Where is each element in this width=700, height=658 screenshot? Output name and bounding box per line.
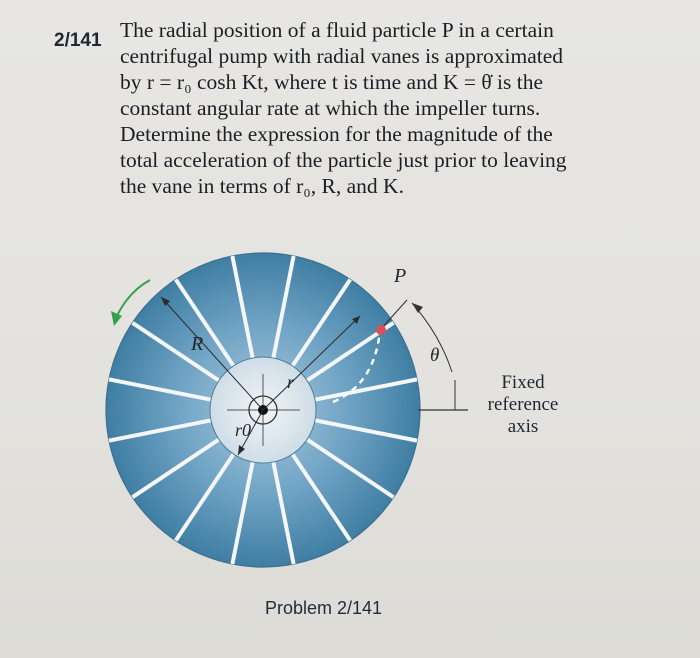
- problem-line-5: Determine the expression for the magnitude of the: [120, 122, 553, 146]
- theta-arc-arrowhead: [412, 303, 423, 313]
- problem-line-1: The radial position of a fluid particle P in a certain: [120, 18, 554, 42]
- problem-line-3: by r = r₀ cosh Kt, where t is time and K = θ̇ is the: [120, 70, 543, 94]
- problem-line-2: centrifugal pump with radial vanes is approximated: [120, 44, 564, 68]
- label-R: R: [191, 333, 204, 355]
- axis-label-line-2: reference: [487, 394, 559, 415]
- axis-label-line-3: axis: [507, 416, 539, 437]
- fixed-reference-axis-label: [478, 372, 568, 438]
- problem-line-6: total acceleration of the particle just prior to leaving: [120, 148, 567, 172]
- problem-number: 2/141: [54, 30, 102, 51]
- rotation-arrowhead: [111, 311, 122, 326]
- figure-caption: Problem 2/141: [265, 598, 383, 618]
- label-theta: θ: [430, 345, 440, 366]
- problem-line-4: constant angular rate at which the impeller turns.: [120, 96, 541, 120]
- particle-P: [376, 325, 386, 335]
- label-P: P: [394, 265, 407, 287]
- axis-label-line-1: Fixed: [501, 372, 545, 393]
- label-r0: r0: [235, 420, 252, 440]
- problem-line-7: the vane in terms of r₀, R, and K.: [120, 174, 404, 198]
- label-r: r: [287, 372, 295, 392]
